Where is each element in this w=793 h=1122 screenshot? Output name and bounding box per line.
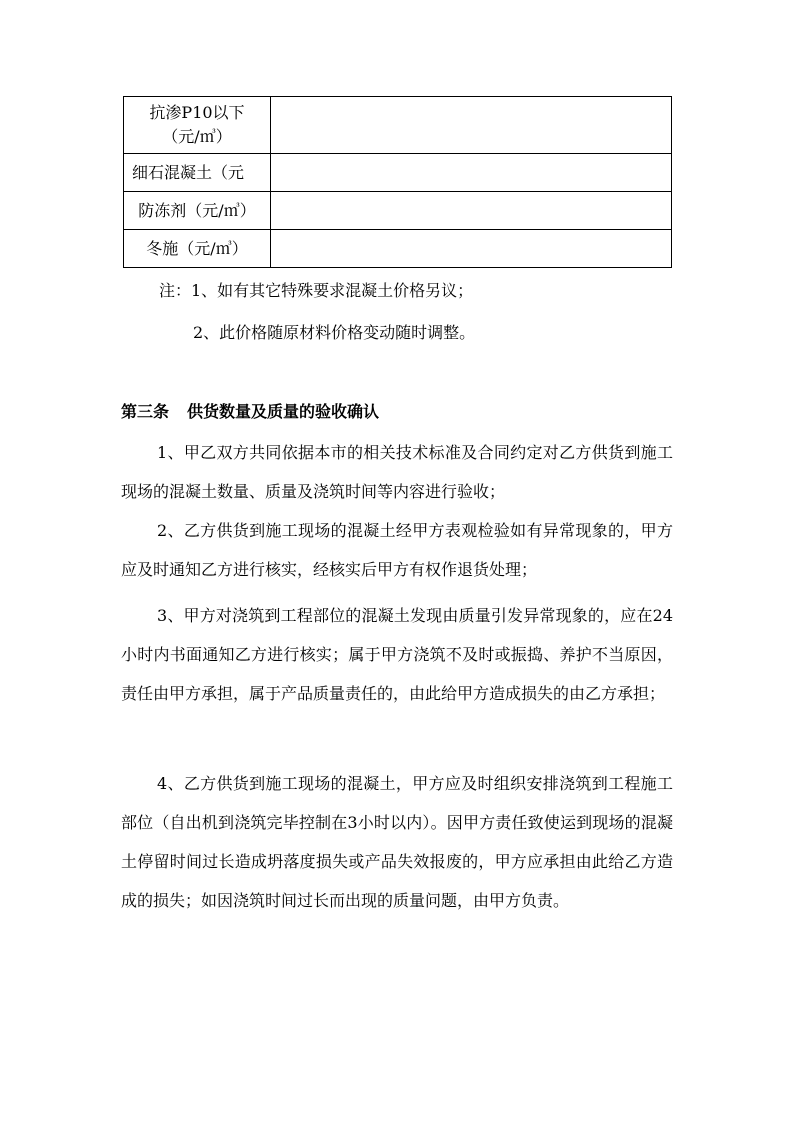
row-label: 冬施（元/㎥）	[124, 230, 271, 268]
table-row	[124, 230, 672, 268]
row-value	[271, 192, 672, 230]
row-value	[271, 97, 672, 154]
row-label-line2: （元/㎥）	[162, 127, 232, 146]
table-row	[124, 97, 672, 154]
row-value	[271, 230, 672, 268]
note-line-2: 2、此价格随原材料价格变动随时调整。	[193, 323, 476, 342]
row-label: 防冻剂（元/㎥）	[124, 192, 271, 230]
row-label: 细石混凝土（元	[124, 154, 271, 192]
paragraph-4: 4、乙方供货到施工现场的混凝土，甲方应及时组织安排浇筑到工程施工部位（自出机到浇筑完毕控制在3小时以内）。因甲方责任致使运到现场的混凝土停留时间过长造成坍落度损失或产品失效报废的，甲方应承担由此给乙方造成的损失；如因浇筑时间过长而出现的质量问题，由甲方负责。	[121, 774, 673, 910]
price-table	[123, 96, 672, 268]
row-label-line1: 抗渗P10以下	[149, 103, 245, 122]
table-row	[124, 154, 672, 192]
row-label	[124, 97, 271, 154]
paragraph-3: 3、甲方对浇筑到工程部位的混凝土发现由质量引发异常现象的，应在24小时内书面通知乙方进行核实；属于甲方浇筑不及时或振捣、养护不当原因，责任由甲方承担，属于产品质量责任的，由此给甲方造成损失的由乙方承担；	[121, 606, 673, 703]
paragraph-1: 1、甲乙双方共同依据本市的相关技术标准及合同约定对乙方供货到施工现场的混凝土数量、质量及浇筑时间等内容进行验收；	[121, 443, 673, 501]
table-row	[124, 192, 672, 230]
section-heading-title: 供货数量及质量的验收确认	[187, 402, 380, 421]
row-value	[271, 154, 672, 192]
paragraph-2: 2、乙方供货到施工现场的混凝土经甲方表观检验如有异常现象的，甲方应及时通知乙方进行核实，经核实后甲方有权作退货处理；	[121, 521, 673, 579]
section-heading-number: 第三条	[121, 402, 170, 421]
note-line-1: 注：1、如有其它特殊要求混凝土价格另议；	[159, 281, 474, 300]
section-heading	[121, 399, 379, 422]
